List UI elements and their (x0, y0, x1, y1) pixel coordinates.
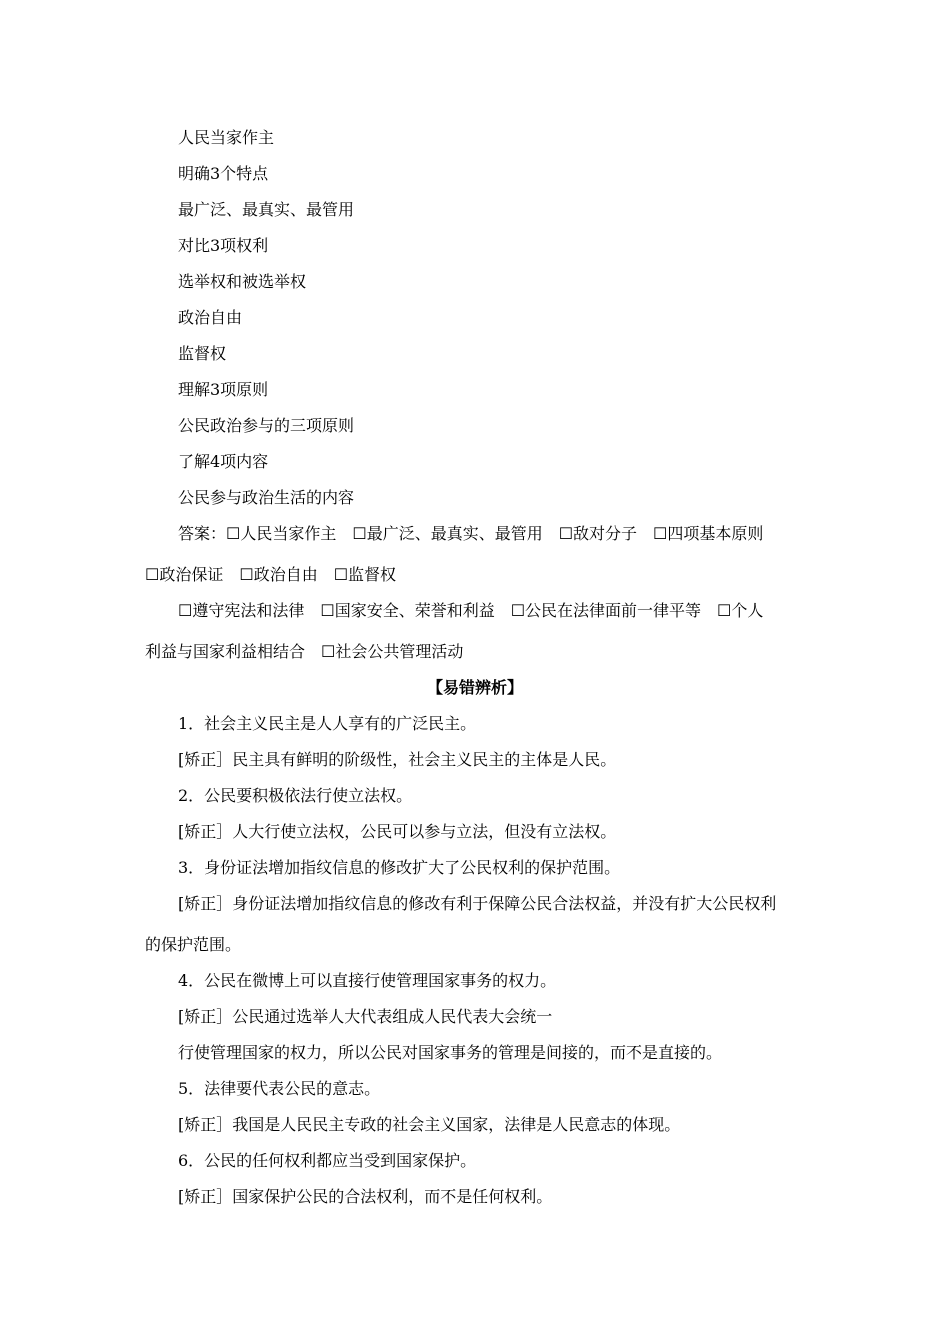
error-question: 4．公民在微博上可以直接行使管理国家事务的权力。 (178, 971, 557, 990)
error-question: 1．社会主义民主是人人享有的广泛民主。 (178, 714, 477, 733)
error-correction: [矫正］公民通过选举人大代表组成人民代表大会统一 (178, 1007, 553, 1026)
answers-line: ☐政治保证 ☐政治自由 ☐监督权 (145, 565, 397, 584)
error-correction: [矫正］我国是人民民主专政的社会主义国家，法律是人民意志的体现。 (178, 1115, 681, 1134)
error-question: 3．身份证法增加指纹信息的修改扩大了公民权利的保护范围。 (178, 858, 621, 877)
answers-line: 利益与国家利益相结合 ☐社会公共管理活动 (145, 642, 464, 661)
answers-line: 答案：☐人民当家作主 ☐最广泛、最真实、最管用 ☐敌对分子 ☐四项基本原则 (178, 524, 764, 543)
error-correction: [矫正］民主具有鲜明的阶级性，社会主义民主的主体是人民。 (178, 750, 617, 769)
outline-item: 了解4项内容 (178, 452, 269, 471)
error-correction: 行使管理国家的权力，所以公民对国家事务的管理是间接的，而不是直接的。 (178, 1043, 723, 1062)
outline-item: 人民当家作主 (178, 128, 275, 147)
outline-item: 选举权和被选举权 (178, 272, 307, 291)
error-question: 2．公民要积极依法行使立法权。 (178, 786, 413, 805)
outline-item: 最广泛、最真实、最管用 (178, 200, 355, 219)
outline-item: 监督权 (178, 344, 227, 363)
error-correction: [矫正］身份证法增加指纹信息的修改有利于保障公民合法权益，并没有扩大公民权利 (178, 894, 777, 913)
answers-line: ☐遵守宪法和法律 ☐国家安全、荣誉和利益 ☐公民在法律面前一律平等 ☐个人 (178, 601, 764, 620)
outline-item: 政治自由 (178, 308, 243, 327)
outline-item: 公民参与政治生活的内容 (178, 488, 355, 507)
outline-item: 理解3项原则 (178, 380, 269, 399)
error-correction: [矫正］国家保护公民的合法权利，而不是任何权利。 (178, 1187, 553, 1206)
error-question: 6．公民的任何权利都应当受到国家保护。 (178, 1151, 477, 1170)
error-correction: [矫正］人大行使立法权，公民可以参与立法，但没有立法权。 (178, 822, 617, 841)
outline-item: 对比3项权利 (178, 236, 269, 255)
outline-item: 明确3个特点 (178, 164, 269, 183)
error-correction: 的保护范围。 (145, 935, 242, 954)
section-title: 【易错辨析】 (426, 678, 523, 697)
outline-item: 公民政治参与的三项原则 (178, 416, 355, 435)
error-question: 5．法律要代表公民的意志。 (178, 1079, 381, 1098)
